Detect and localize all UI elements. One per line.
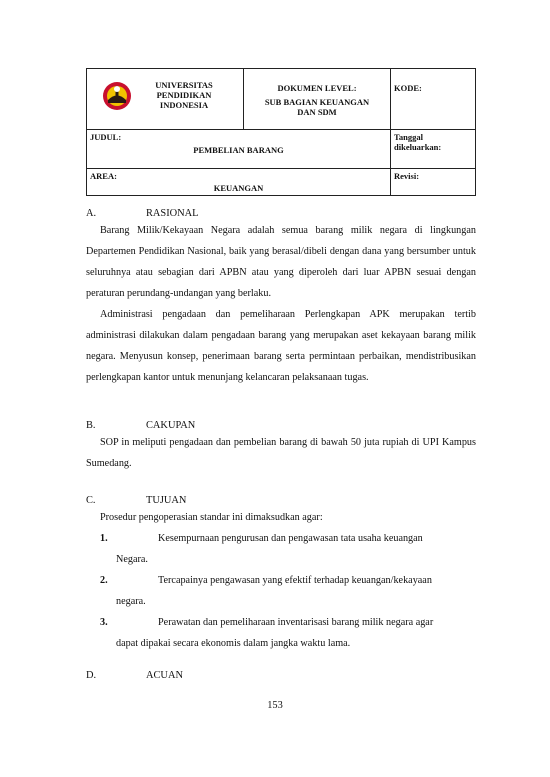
area-label: AREA: <box>90 171 117 181</box>
section-heading: B. CAKUPAN <box>86 420 196 431</box>
section-acuan <box>86 670 476 681</box>
list-item-continuation: Negara. <box>116 554 148 565</box>
area-value: KEUANGAN <box>213 183 264 193</box>
paragraph: SOP in meliputi pengadaan dan pembelian barang di bawah 50 juta rupiah di UPI Kampus Sumedang. <box>86 437 476 469</box>
judul-value: PEMBELIAN BARANG <box>193 145 284 155</box>
paragraph: Administrasi pengadaan dan pemeliharaan Perlengkapan APK merupakan tertib administrasi dilakukan dalam pengadaan barang yang merupakan aset kekayaan barang milik negara. Menyusun konsep, penerimaan barang serta permintaan perbaikan, mendistribusikan perlengkapan kantor untuk menunjang kelancaran pelaksanaan tugas. <box>86 309 476 383</box>
area-cell <box>87 169 391 196</box>
tujuan-list <box>86 528 476 654</box>
doc-level-value-line2: DAN SDM <box>297 107 337 117</box>
section-cakupan <box>86 420 476 474</box>
page-number: 153 <box>267 700 283 711</box>
doc-level-value-line1: SUB BAGIAN KEUANGAN <box>264 97 370 107</box>
section-heading: C. TUJUAN <box>86 495 187 506</box>
doc-level-label: DOKUMEN LEVEL: <box>277 83 357 93</box>
section-heading: A. RASIONAL <box>86 208 199 219</box>
kode-label: KODE: <box>394 83 422 93</box>
university-cell <box>87 69 244 130</box>
university-name: UNIVERSITAS PENDIDIKAN INDONESIA <box>155 80 213 110</box>
list-item-continuation: negara. <box>116 596 146 607</box>
tanggal-cell: Tanggal dikeluarkan: <box>391 130 476 169</box>
list-item-continuation: dapat dipakai secara ekonomis dalam jangka waktu lama. <box>116 638 351 649</box>
section-heading: D. ACUAN <box>86 670 183 681</box>
doc-level-cell <box>244 69 391 130</box>
document-header-table <box>86 68 476 196</box>
kode-cell <box>391 69 476 130</box>
paragraph: Barang Milik/Kekayaan Negara adalah semua barang milik negara di lingkungan Departemen Pendidikan Nasional, baik yang berasal/dibeli dengan dana yang bersumber untuk seluruhnya atau sebagian dari APBN atau yang diperoleh dari luar APBN sesuai dengan peraturan perundang-undangan yang berlaku. <box>86 225 476 299</box>
judul-cell <box>87 130 391 169</box>
section-rasional <box>86 208 476 388</box>
paragraph: Prosedur pengoperasian standar ini dimaksudkan agar: <box>100 512 323 523</box>
revisi-label: Revisi: <box>394 171 420 181</box>
revisi-cell <box>391 169 476 196</box>
section-tujuan <box>86 495 476 654</box>
list-item: 1. Kesempurnaan pengurusan dan pengawasan tata usaha keuangan <box>100 533 423 544</box>
list-item: 3. Perawatan dan pemeliharaan inventarisasi barang milik negara agar <box>100 617 434 628</box>
list-item: 2. Tercapainya pengawasan yang efektif terhadap keuangan/kekayaan <box>100 575 432 586</box>
judul-label: JUDUL: <box>90 132 122 142</box>
upi-logo-icon <box>102 81 132 111</box>
